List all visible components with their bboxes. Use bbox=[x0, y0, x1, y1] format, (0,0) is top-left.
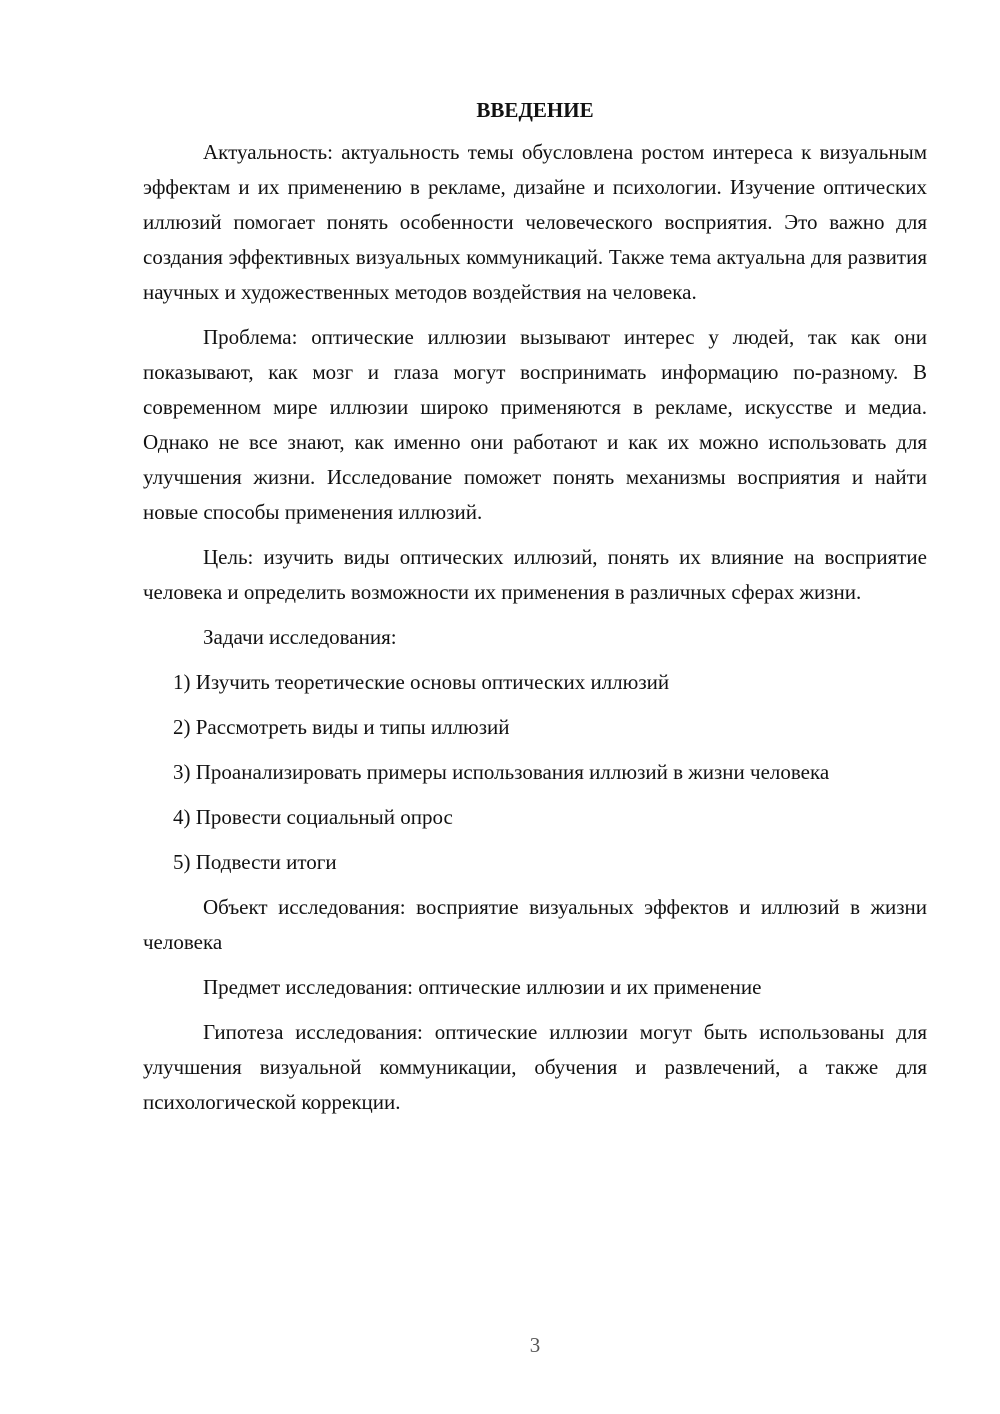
relevance-paragraph: Актуальность: актуальность темы обусловлена ростом интереса к визуальным эффектам и их применению в рекламе, дизайне и психологии. Изучение оптических иллюзий помогает понять особенности человеческого восприятия. Это важно для создания эффективных визуальных коммуникаций. Также тема актуальна для развития научных и художественных методов воздействия на человека. bbox=[143, 140, 927, 304]
problem-paragraph: Проблема: оптические иллюзии вызывают интерес у людей, так как они показывают, как мозг и глаза могут воспринимать информацию по-разному. В современном мире иллюзии широко применяются в рекламе, искусстве и медиа. Однако не все знают, как именно они работают и как их можно использовать для улучшения жизни. Исследование поможет понять механизмы восприятия и найти новые способы применения иллюзий. bbox=[143, 325, 927, 524]
task-item-3: 3) Проанализировать примеры использования иллюзий в жизни человека bbox=[173, 760, 830, 784]
task-item-5: 5) Подвести итоги bbox=[173, 850, 337, 874]
subject-paragraph: Предмет исследования: оптические иллюзии и их применение bbox=[203, 975, 762, 999]
hypothesis-paragraph: Гипотеза исследования: оптические иллюзии могут быть использованы для улучшения визуальной коммуникации, обучения и развлечений, а также для психологической коррекции. bbox=[143, 1020, 927, 1114]
page-number: 3 bbox=[529, 1333, 541, 1357]
task-item-1: 1) Изучить теоретические основы оптических иллюзий bbox=[173, 670, 670, 694]
tasks-heading: Задачи исследования: bbox=[203, 625, 397, 649]
document-body bbox=[143, 95, 927, 1130]
task-item-4: 4) Провести социальный опрос bbox=[173, 805, 453, 829]
section-title: ВВЕДЕНИЕ bbox=[476, 98, 594, 122]
task-item-2: 2) Рассмотреть виды и типы иллюзий bbox=[173, 715, 510, 739]
goal-paragraph: Цель: изучить виды оптических иллюзий, понять их влияние на восприятие человека и определить возможности их применения в различных сферах жизни. bbox=[143, 545, 927, 604]
object-paragraph: Объект исследования: восприятие визуальных эффектов и иллюзий в жизни человека bbox=[143, 895, 927, 954]
